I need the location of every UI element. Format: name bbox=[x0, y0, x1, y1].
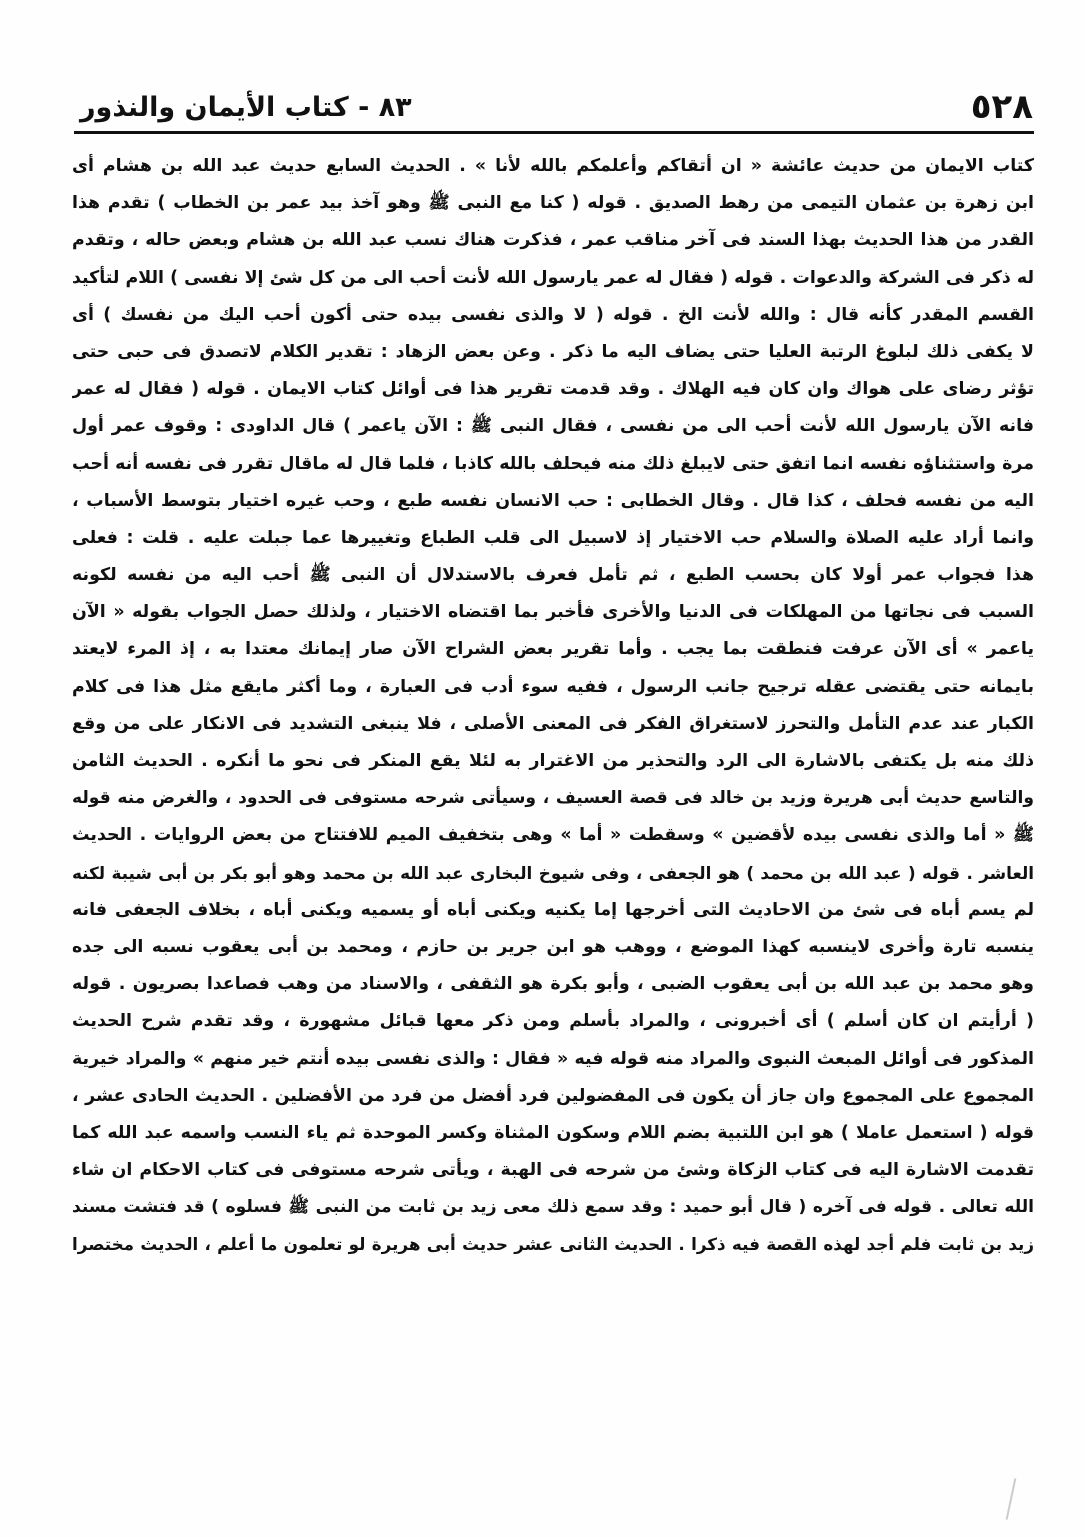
text-line: ابن زهرة بن عثمان التيمى من رهط الصديق . قوله ( كنا مع النبى ﷺ وهو آخذ بيد عمر بن الخطاب ) تقدم هذا bbox=[72, 193, 1034, 214]
text-line: فانه الآن يارسول الله لأنت أحب الى من نفسى ، فقال النبى ﷺ : الآن ياعمر ) قال الداودى : وقوف عمر أول bbox=[72, 416, 1034, 437]
text-line: والتاسع حديث أبى هريرة وزيد بن خالد فى قصة العسيف ، وسيأتى شرحه مستوفى فى الحدود ، والغرض منه قوله bbox=[72, 788, 1034, 809]
text-line: وهو محمد بن عبد الله بن أبى يعقوب الضبى ، وأبو بكرة هو الثقفى ، والاسناد من وهب فصاعدا بصريون . قوله bbox=[72, 974, 1034, 995]
running-title: ٨٣ - كتاب الأيمان والنذور bbox=[80, 92, 412, 123]
text-line: لا يكفى ذلك لبلوغ الرتبة العليا حتى يضاف اليه ما ذكر . وعن بعض الزهاد : تقدير الكلام لاتصدق فى حبى حتى bbox=[72, 341, 1034, 362]
text-line: ينسبه تارة وأخرى لاينسبه كهذا الموضع ، ووهب هو ابن جرير بن حازم ، ومحمد بن أبى يعقوب نسبه الى جده bbox=[72, 936, 1034, 957]
scan-mark bbox=[1006, 1478, 1017, 1519]
text-line: السبب فى نجاتها من المهلكات فى الدنيا والأخرى فأخبر بما اقتضاه الاختيار ، ولذلك حصل الجواب بقوله « الآن bbox=[72, 602, 1034, 623]
text-line: مرة واستثناؤه نفسه انما اتفق حتى لايبلغ ذلك منه فيحلف بالله كاذبا ، فلما قال له ماقال تقرر فى نفسه أنه أحب bbox=[72, 453, 1034, 474]
page-header bbox=[68, 84, 1033, 130]
text-line: لم يسم أباه فى شئ من الاحاديث التى أخرجها إما يكنيه ويكنى أباه أو يسميه ويكنى أباه ، بخلاف الجعفى فانه bbox=[72, 899, 1034, 920]
text-line: الكبار عند عدم التأمل والتحرز لاستغراق الفكر فى المعنى الأصلى ، فلا ينبغى التشديد فى الانكار على من وقع bbox=[72, 713, 1034, 734]
text-line: القدر من هذا الحديث بهذا السند فى آخر مناقب عمر ، فذكرت هناك نسب عبد الله بن هشام وبعض حاله ، وتقدم bbox=[72, 230, 1034, 251]
text-line: ( أرأيتم ان كان أسلم ) أى أخبرونى ، والمراد بأسلم ومن ذكر معها قبائل مشهورة ، وقد تقدم شرح الحديث bbox=[72, 1011, 1034, 1032]
text-line: له ذكر فى الشركة والدعوات . قوله ( فقال له عمر يارسول الله لأنت أحب الى من كل شئ إلا نفسى ) اللام لتأكيد bbox=[72, 267, 1034, 288]
body-text bbox=[72, 148, 1034, 1264]
text-line: زيد بن ثابت فلم أجد لهذه القصة فيه ذكرا . الحديث الثانى عشر حديث أبى هريرة لو تعلمون ما أعلم ، الحديث مختصرا bbox=[72, 1234, 1034, 1255]
header-divider bbox=[74, 131, 1034, 134]
text-line: المذكور فى أوائل المبعث النبوى والمراد منه قوله فيه « فقال : والذى نفسى بيده أنتم خير منهم » والمراد خيرية bbox=[72, 1048, 1034, 1069]
text-line: الله تعالى . قوله فى آخره ( قال أبو حميد : وقد سمع ذلك معى زيد بن ثابت من النبى ﷺ فسلوه ) قد فتشت مسند bbox=[72, 1197, 1034, 1218]
page-number: ٥٢٨ bbox=[970, 87, 1033, 127]
text-line: وانما أراد عليه الصلاة والسلام حب الاختيار إذ لاسبيل الى قلب الطباع وتغييرها عما جبلت عليه . قلت : فعلى bbox=[72, 527, 1034, 548]
text-line: كتاب الايمان من حديث عائشة « ان أتقاكم وأعلمكم بالله لأنا » . الحديث السابع حديث عبد الله بن هشام أى bbox=[72, 156, 1034, 176]
text-line: تؤثر رضاى على هواك وان كان فيه الهلاك . وقد قدمت تقرير هذا فى أوائل كتاب الايمان . قوله ( فقال له عمر bbox=[72, 379, 1034, 400]
text-line: القسم المقدر كأنه قال : والله لأنت الخ . قوله ( لا والذى نفسى بيده حتى أكون أحب اليك من نفسك ) أى bbox=[72, 304, 1034, 325]
text-line: اليه من نفسه فحلف ، كذا قال . وقال الخطابى : حب الانسان نفسه طبع ، وحب غيره اختيار بتوسط الأسباب ، bbox=[72, 490, 1034, 511]
text-line: بايمانه حتى يقتضى عقله ترجيح جانب الرسول ، ففيه سوء أدب فى العبارة ، وما أكثر مايقع مثل هذا فى كلام bbox=[72, 676, 1034, 697]
text-line: العاشر . قوله ( عبد الله بن محمد ) هو الجعفى ، وفى شيوخ البخارى عبد الله بن محمد وهو أبو بكر بن أبى شيبة لكنه bbox=[72, 862, 1034, 883]
text-line: ياعمر » أى الآن عرفت فنطقت بما يجب . وأما تقرير بعض الشراح الآن صار إيمانك معتدا به ، إذ المرء لايعتد bbox=[72, 639, 1034, 660]
text-line: هذا فجواب عمر أولا كان بحسب الطبع ، ثم تأمل فعرف بالاستدلال أن النبى ﷺ أحب اليه من نفسه لكونه bbox=[72, 565, 1034, 586]
text-line: ذلك منه بل يكتفى بالاشارة الى الرد والتحذير من الاغترار به لئلا يقع المنكر فى نحو ما أنكره . الحديث الثامن bbox=[72, 751, 1034, 771]
text-line: المجموع على المجموع وان جاز أن يكون فى المفضولين فرد أفضل من فرد من الأفضلين . الحديث الحادى عشر ، bbox=[72, 1085, 1034, 1106]
text-line: قوله ( استعمل عاملا ) هو ابن اللتبية بضم اللام وسكون المثناة وكسر الموحدة ثم ياء النسب واسمه عبد الله كما bbox=[72, 1122, 1034, 1143]
text-line: تقدمت الاشارة اليه فى كتاب الزكاة وشئ من شرحه فى الهبة ، ويأتى شرحه مستوفى فى كتاب الاحكام ان شاء bbox=[72, 1160, 1034, 1181]
text-line: ﷺ « أما والذى نفسى بيده لأقضين » وسقطت « أما » وهى بتخفيف الميم للافتتاح من بعض الروايات . الحديث bbox=[72, 825, 1034, 846]
